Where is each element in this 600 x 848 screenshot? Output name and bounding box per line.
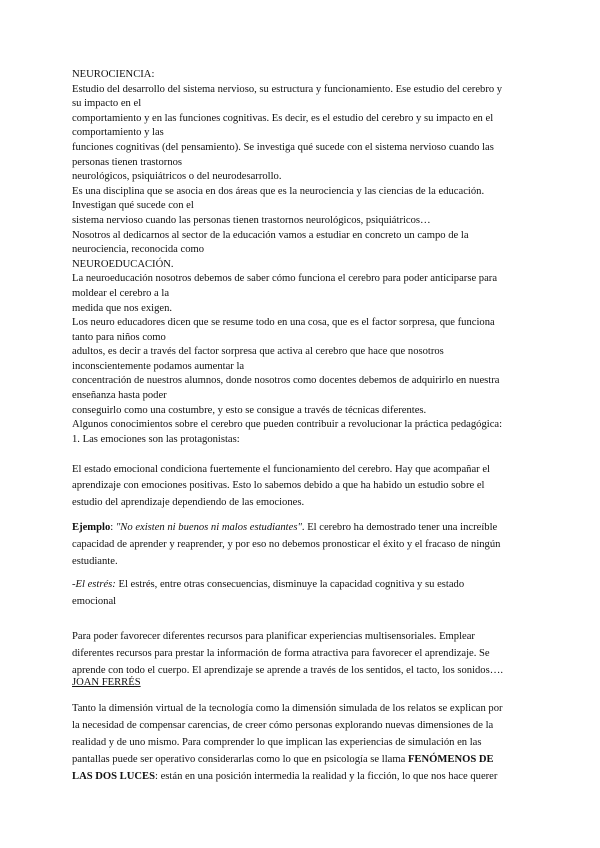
text-line: Los neuro educadores dicen que se resume todo en una cosa, que es el factor sorpresa, que funciona — [72, 317, 495, 329]
text-line: adultos, es decir a través del factor sorpresa que activa al cerebro que hace que nosotros — [72, 346, 444, 358]
bold-term: FENÓMENOS DE — [407, 754, 494, 765]
example-label: Ejemplo — [72, 522, 111, 533]
text-line: enseñanza hasta poder — [72, 390, 167, 402]
text-line: comportamiento y en las funciones cognitivas. Es decir, es el estudio del cerebro y su impacto en el — [72, 112, 494, 124]
text-line: estudio del aprendizaje dependiendo de las emociones. — [72, 496, 305, 508]
text-line: Nosotros al dedicarnos al sector de la educación vamos a estudiar en concreto un campo de la — [72, 229, 469, 241]
text-line: tanto para niños como — [72, 331, 166, 343]
text-line: NEUROCIENCIA: — [72, 69, 155, 80]
text-line: funciones cognitivas (del pensamiento). Se investiga qué sucede con el sistema nervioso cuando las — [72, 141, 494, 153]
emotions-paragraph — [72, 462, 522, 511]
example-quote: "No existen ni buenos ni malos estudiantes" — [115, 522, 302, 533]
text-line: la necesidad de compensar carencias, de creer cómo personas explorando nuevas dimensiones de la — [72, 720, 494, 731]
multisensory-paragraph — [72, 628, 522, 679]
text-line: Para poder favorecer diferentes recursos para planificar experiencias multisensoriales. Emplear — [72, 631, 475, 642]
neurociencia-section — [72, 68, 522, 447]
text-line: conseguirlo como una costumbre, y esto se consigue a través de técnicas diferentes. — [72, 404, 427, 416]
text-line — [72, 576, 522, 593]
stress-paragraph — [72, 576, 522, 610]
text-segment: pantallas puede ser operativo considerarlas como lo que en psicología se llama — [72, 754, 408, 765]
text-line: personas tienen trastornos — [72, 156, 183, 168]
joan-ferres-heading-block — [72, 676, 522, 691]
text-segment: : están en una posición intermedia la realidad y la ficción, lo que nos hace querer — [155, 771, 498, 782]
text-line: Es una disciplina que se asocia en dos áreas que es la neurociencia y las ciencias de la educación. — [72, 185, 485, 197]
joan-ferres-paragraph — [72, 700, 522, 785]
text-line: neurociencia, reconocida como — [72, 244, 205, 256]
text-line: El estado emocional condiciona fuertemente el funcionamiento del cerebro. Hay que acompañar el — [72, 464, 490, 475]
text-line: medida que nos exigen. — [72, 302, 173, 314]
stress-rest: El estrés, entre otras consecuencias, disminuye la capacidad cognitiva y su estado — [115, 579, 465, 590]
text-line — [72, 751, 522, 768]
text-line: neurológicos, psiquiátricos o del neurodesarrollo. — [72, 171, 282, 183]
text-line: Tanto la dimensión virtual de la tecnología como la dimensión simulada de los relatos se explican por — [72, 703, 503, 714]
example-paragraph — [72, 519, 522, 570]
text-line: La neuroeducación nosotros debemos de saber cómo funciona el cerebro para poder anticiparse para — [72, 273, 498, 285]
text-line: emocional — [72, 596, 117, 607]
text-line — [72, 768, 522, 785]
stress-label: -El estrés: — [72, 579, 116, 590]
bold-term: LAS DOS LUCES — [72, 771, 156, 782]
text-line: sistema nervioso cuando las personas tienen trastornos neurológicos, psiquiátricos… — [72, 214, 431, 226]
section-heading: JOAN FERRÉS — [72, 677, 141, 688]
text-line: estudiante. — [72, 556, 118, 567]
text-line: Investigan qué sucede con el — [72, 200, 194, 212]
text-line: NEUROEDUCACIÓN. — [72, 258, 174, 270]
text-line — [72, 519, 522, 536]
text-line: aprende con todo el cuerpo. El aprendizaje se aprende a través de los sentidos, el tacto, los sonidos…. — [72, 665, 503, 676]
text-line: aprendizaje con emociones positivas. Esto lo sabemos debido a que ha habido un estudio sobre el — [72, 480, 485, 492]
text-line: concentración de nuestros alumnos, donde nosotros como docentes debemos de adquirirlo en nuestra — [72, 375, 500, 387]
example-colon: : — [110, 522, 116, 533]
text-line: moldear el cerebro a la — [72, 287, 170, 299]
text-line: su impacto en el — [72, 98, 142, 110]
text-line: diferentes recursos para prestar la información de forma atractiva para favorecer el aprendizaje. Se — [72, 648, 490, 659]
text-line: inconscientemente podamos aumentar la — [72, 360, 245, 372]
text-line: Estudio del desarrollo del sistema nervioso, su estructura y funcionamiento. Ese estudio del cerebro y — [72, 83, 503, 95]
text-line: Algunos conocimientos sobre el cerebro que pueden contribuir a revolucionar la práctica pedagógica: — [72, 419, 503, 431]
text-line: realidad y de uno mismo. Para comprender lo que implican las experiencias de simulación en las — [72, 737, 482, 748]
text-line: capacidad de aprender y reaprender, y por eso no debemos pronosticar el éxito y el fracaso de ningún — [72, 539, 501, 550]
text-line: 1. Las emociones son las protagonistas: — [72, 433, 240, 445]
text-line: comportamiento y las — [72, 127, 164, 139]
example-rest: . El cerebro ha demostrado tener una increíble — [301, 522, 498, 533]
